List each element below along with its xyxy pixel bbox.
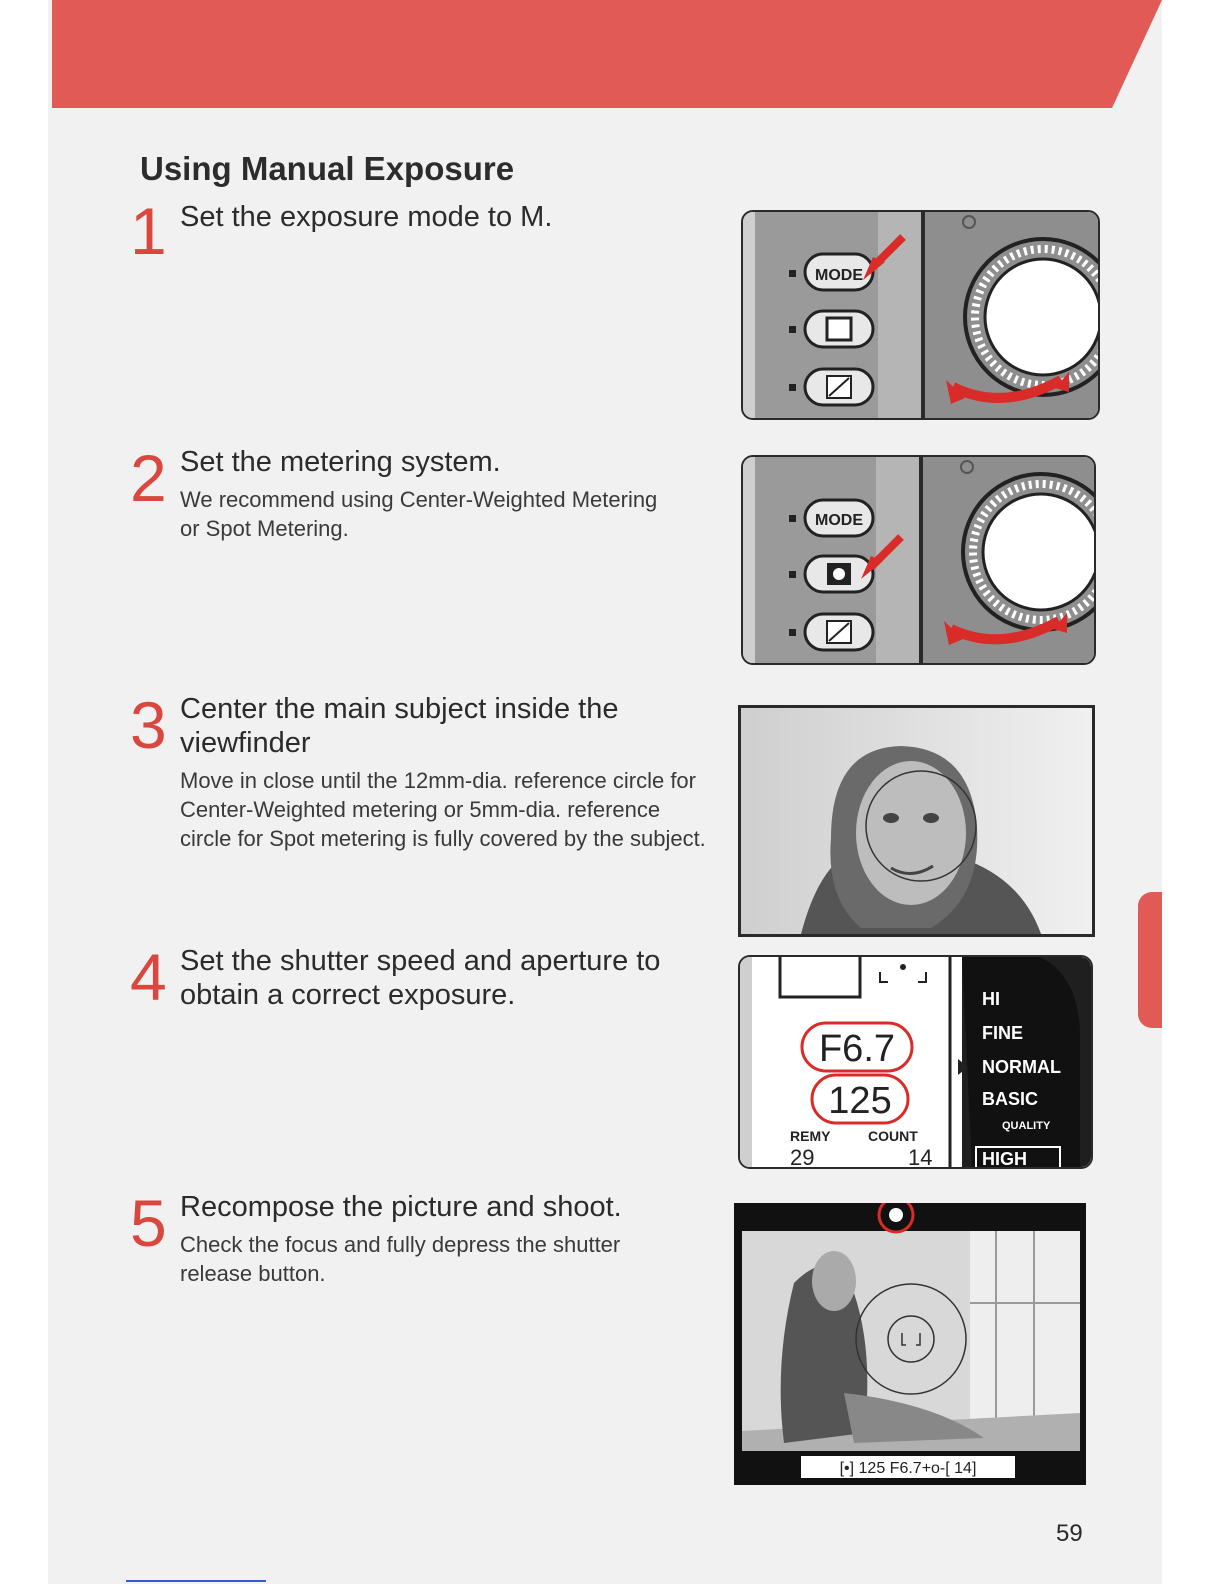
aperture-value: F6.7 (818, 1028, 896, 1070)
step-heading: Set the metering system. (180, 446, 501, 478)
step-number: 4 (130, 940, 167, 1014)
figure-recompose (734, 1203, 1086, 1485)
step-number: 5 (130, 1186, 167, 1260)
step-number: 3 (130, 688, 167, 762)
link-underline[interactable] (126, 1580, 266, 1582)
figure-lcd-panel (738, 955, 1093, 1169)
mode-label: MODE (815, 512, 863, 529)
remy-value: 29 (790, 1145, 815, 1167)
step-1 (130, 194, 720, 268)
count-value: 14 (908, 1145, 933, 1167)
mode-label: MODE (815, 267, 863, 284)
step-description: Check the focus and fully depress the shutter release button. (180, 1232, 621, 1286)
figure-mode-button (741, 210, 1100, 420)
step-description: We recommend using Center-Weighted Metering or Spot Metering. (180, 487, 658, 541)
step-heading: Set the exposure mode to M. (180, 201, 553, 233)
quality-normal: NORMAL (982, 1057, 1061, 1077)
step-heading: Center the main subject inside the viewfinder (180, 693, 619, 759)
remy-label: REMY (790, 1128, 831, 1144)
header-banner (52, 0, 1162, 108)
subject-face (856, 761, 966, 905)
page-title: Using Manual Exposure (140, 150, 515, 187)
figure-viewfinder-subject (738, 705, 1095, 937)
step-number: 1 (130, 194, 167, 268)
page-number: 59 (1056, 1520, 1083, 1547)
step-description: Move in close until the 12mm-dia. reference circle for Center-Weighted metering or 5mm-dia. reference circle for Spot metering is fully covered by the subject. (180, 768, 706, 851)
step-3 (130, 688, 720, 853)
quality-label: QUALITY (1002, 1120, 1051, 1132)
shutter-value: 125 (828, 1080, 892, 1122)
step-heading: Set the shutter speed and aperture to obtain a correct exposure. (180, 945, 661, 1011)
figure-metering-button (741, 455, 1096, 665)
step-5 (130, 1186, 720, 1288)
quality-hi: HI (982, 989, 1000, 1009)
high-label: HIGH (982, 1149, 1027, 1167)
step-number: 2 (130, 441, 167, 515)
section-tab[interactable] (1138, 892, 1162, 1028)
quality-fine: FINE (982, 1023, 1024, 1043)
mode-button (805, 254, 873, 290)
step-4 (130, 940, 720, 1014)
step-2 (130, 441, 720, 543)
quality-basic: BASIC (982, 1089, 1039, 1109)
mode-button (805, 500, 873, 536)
step-heading: Recompose the picture and shoot. (180, 1191, 622, 1223)
viewfinder-readout: [•] 125 F6.7+o-[ 14] (839, 1460, 977, 1477)
count-label: COUNT (868, 1128, 918, 1144)
